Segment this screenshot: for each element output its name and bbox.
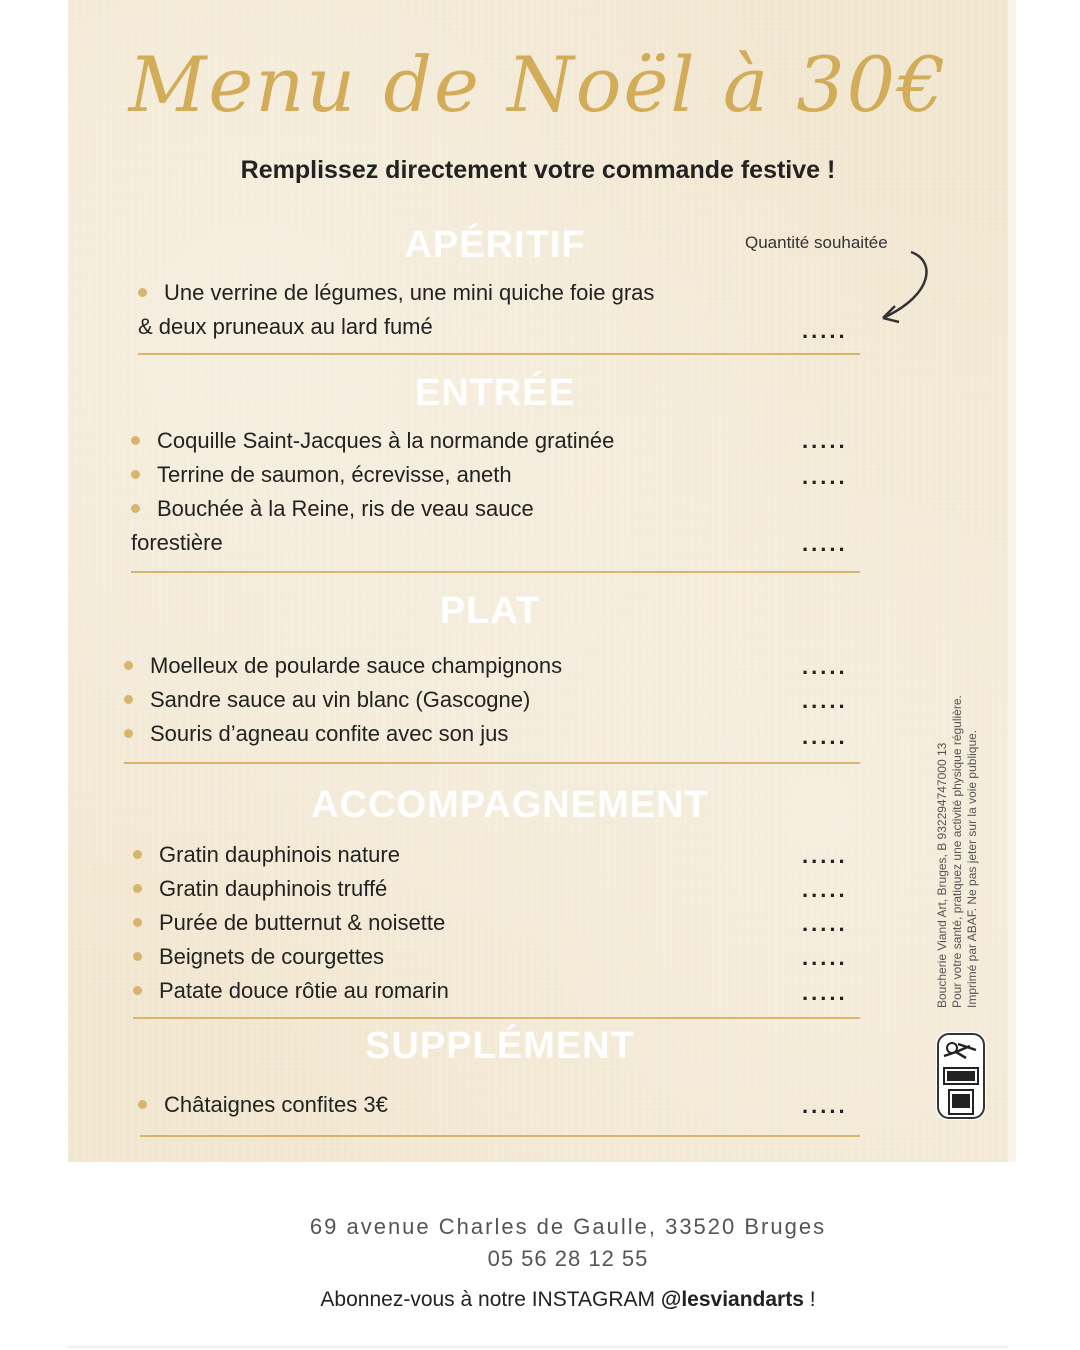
section-divider [138,353,860,355]
quantity-field-accompagnement-5[interactable]: ..... [802,980,848,1005]
list-item: Souris d’agneau confite avec son jus [124,717,508,751]
list-item: Bouchée à la Reine, ris de veau sauce [131,492,534,526]
recycling-logo [936,1032,986,1120]
list-item: Sandre sauce au vin blanc (Gascogne) [124,683,530,717]
quantity-field-accompagnement-2[interactable]: ..... [802,877,848,902]
bullet-icon [124,695,133,704]
quantity-field-entree-2[interactable]: ..... [802,464,848,489]
quantity-field-entree-3[interactable]: ..... [802,531,848,556]
bullet-icon [124,729,133,738]
bullet-icon [133,986,142,995]
quantity-field-plat-1[interactable]: ..... [802,654,848,679]
footer-phone: 05 56 28 12 55 [487,1246,649,1271]
sheet-edge [1008,0,1016,1162]
list-item: Une verrine de légumes, une mini quiche foie gras [138,276,654,310]
legal-mentions: Boucherie Viand Art, Bruges, B 932294747000 13 Pour votre santé, pratiquez une activité physique régulière. Imprimé par ABAF. Ne pas jeter sur la voie publique. [935,695,979,1008]
bullet-icon [133,884,142,893]
footer-address: 69 avenue Charles de Gaulle, 33520 Bruges [309,1214,827,1239]
instagram-handle-link[interactable]: @lesviandarts [660,1288,804,1311]
bullet-icon [124,661,133,670]
bullet-icon [138,1100,147,1109]
menu-subtitle: Remplissez directement votre commande festive ! [240,156,836,184]
quantity-field-entree-1[interactable]: ..... [802,428,848,453]
list-item: Moelleux de poularde sauce champignons [124,649,562,683]
quantity-field-supplement[interactable]: ..... [802,1093,848,1118]
section-title-accompagnement: ACCOMPAGNEMENT [311,784,709,826]
menu-title: Menu de Noël à 30€ [128,40,948,129]
list-item: Patate douce rôtie au romarin [133,974,449,1008]
list-item: Gratin dauphinois truffé [133,872,387,906]
section-divider [133,1017,860,1019]
bullet-icon [133,918,142,927]
triman-icon [936,1032,986,1120]
section-divider [124,762,860,764]
quantity-field-plat-2[interactable]: ..... [802,688,848,713]
bullet-icon [131,436,140,445]
section-title-plat: PLAT [439,590,541,632]
list-item: Purée de butternut & noisette [133,906,445,940]
list-item: Coquille Saint-Jacques à la normande gratinée [131,424,614,458]
bottom-divider [68,1346,1008,1348]
quantity-field-aperitif[interactable]: ..... [802,318,848,343]
footer-instagram: Abonnez-vous à notre INSTAGRAM @lesviandarts ! [320,1288,816,1311]
section-title-supplement: SUPPLÉMENT [365,1025,635,1067]
list-item: Beignets de courgettes [133,940,384,974]
bullet-icon [138,288,147,297]
bullet-icon [133,850,142,859]
bullet-icon [131,504,140,513]
quantity-field-plat-3[interactable]: ..... [802,724,848,749]
list-item: Gratin dauphinois nature [133,838,400,872]
quantity-note: Quantité souhaitée [745,233,888,252]
list-item: & deux pruneaux au lard fumé [138,314,433,339]
quantity-field-accompagnement-1[interactable]: ..... [802,843,848,868]
section-title-entree: ENTRÉE [414,372,576,414]
list-item: Châtaignes confites 3€ [138,1088,388,1122]
section-divider [131,571,860,573]
section-title-aperitif: APÉRITIF [404,224,586,266]
list-item: forestière [131,530,223,555]
quantity-field-accompagnement-3[interactable]: ..... [802,911,848,936]
bullet-icon [133,952,142,961]
list-item: Terrine de saumon, écrevisse, aneth [131,458,512,492]
bullet-icon [131,470,140,479]
section-divider [140,1135,860,1137]
curved-arrow-icon [873,248,937,328]
quantity-field-accompagnement-4[interactable]: ..... [802,945,848,970]
